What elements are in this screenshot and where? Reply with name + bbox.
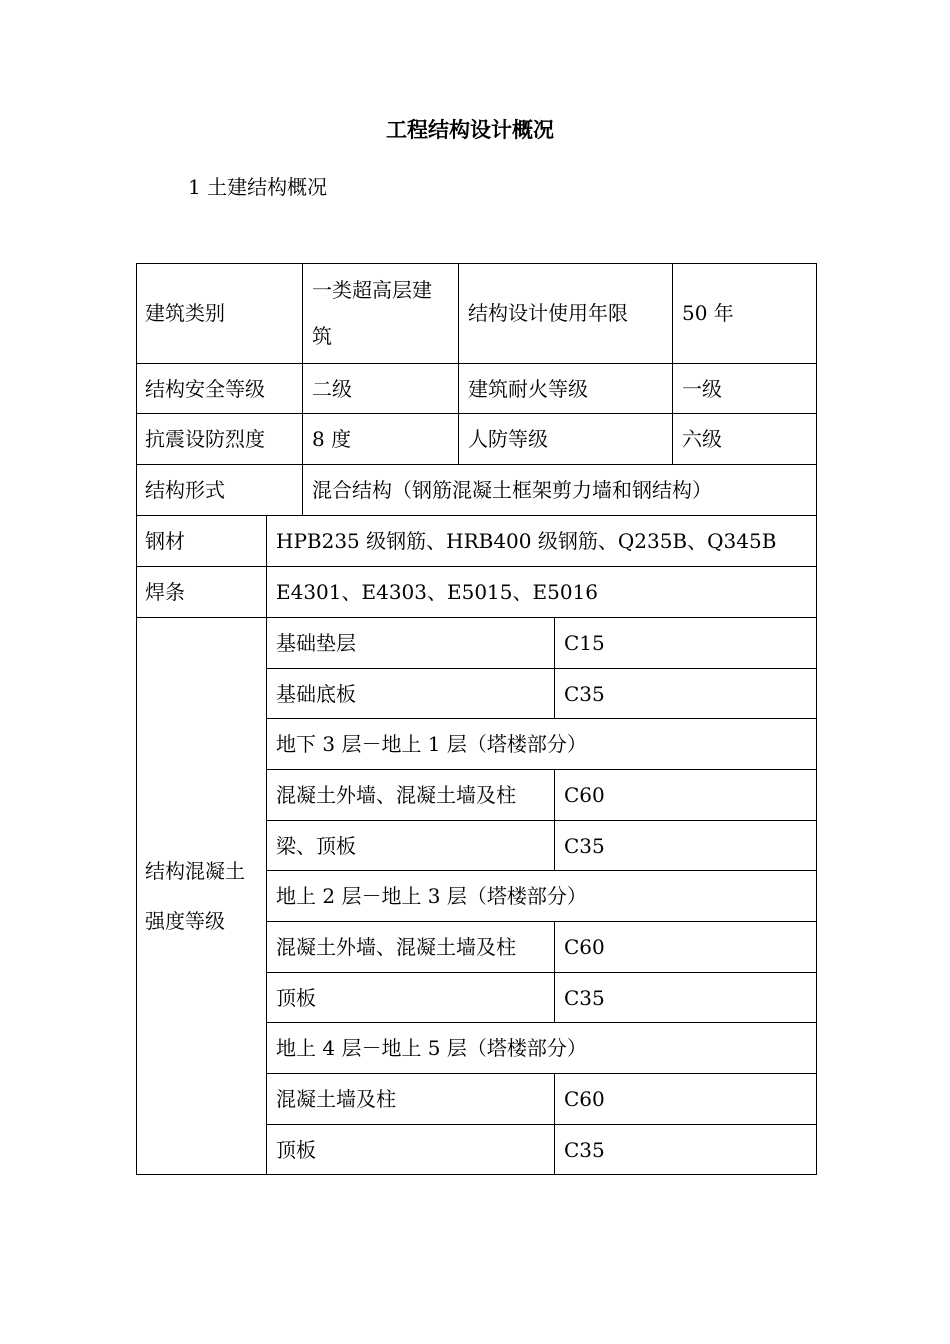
concrete-row-grade: C35 [555, 669, 817, 719]
concrete-row-grade: C60 [555, 1074, 817, 1125]
safety-grade-label: 结构安全等级 [136, 364, 303, 414]
fire-grade-label: 建筑耐火等级 [459, 364, 673, 414]
concrete-row-grade: C60 [555, 922, 817, 973]
seismic-label: 抗震设防烈度 [136, 414, 303, 465]
concrete-row-part: 基础垫层 [267, 618, 555, 669]
concrete-row-part: 顶板 [267, 1125, 555, 1175]
concrete-strength-label-line2: 强度等级 [145, 909, 225, 933]
concrete-row-part: 混凝土墙及柱 [267, 1074, 555, 1125]
concrete-floor-range: 地下 3 层－地上 1 层（塔楼部分） [267, 719, 817, 770]
fire-grade-value: 一级 [673, 364, 817, 414]
design-life-value: 50 年 [673, 263, 817, 364]
civil-defense-label: 人防等级 [459, 414, 673, 465]
structure-form-value: 混合结构（钢筋混凝土框架剪力墙和钢结构） [303, 465, 817, 516]
concrete-row-grade: C60 [555, 770, 817, 821]
concrete-row-grade: C35 [555, 821, 817, 871]
concrete-strength-label [136, 618, 267, 1175]
concrete-row-grade: C15 [555, 618, 817, 669]
concrete-row-part: 顶板 [267, 973, 555, 1023]
building-category-value [303, 263, 459, 364]
building-category-value-line2: 筑 [312, 324, 332, 348]
structure-form-label: 结构形式 [136, 465, 303, 516]
steel-label: 钢材 [136, 516, 267, 567]
document-title: 工程结构设计概况 [386, 117, 554, 142]
design-life-label: 结构设计使用年限 [459, 263, 673, 364]
concrete-floor-range: 地上 2 层－地上 3 层（塔楼部分） [267, 871, 817, 922]
civil-defense-value: 六级 [673, 414, 817, 465]
concrete-row-grade: C35 [555, 1125, 817, 1175]
concrete-row-part: 梁、顶板 [267, 821, 555, 871]
concrete-row-part: 混凝土外墙、混凝土墙及柱 [267, 922, 555, 973]
concrete-row-part: 混凝土外墙、混凝土墙及柱 [267, 770, 555, 821]
steel-value: HPB235 级钢筋、HRB400 级钢筋、Q235B、Q345B [267, 516, 817, 567]
building-category-value-line1: 一类超高层建 [312, 278, 432, 302]
structure-overview-table [136, 263, 817, 1175]
seismic-value: 8 度 [303, 414, 459, 465]
concrete-floor-range: 地上 4 层－地上 5 层（塔楼部分） [267, 1023, 817, 1074]
building-category-label: 建筑类别 [136, 263, 303, 364]
section-heading: 1 土建结构概况 [188, 175, 328, 199]
concrete-strength-label-line1: 结构混凝土 [145, 859, 245, 883]
concrete-row-grade: C35 [555, 973, 817, 1023]
safety-grade-value: 二级 [303, 364, 459, 414]
electrode-value: E4301、E4303、E5015、E5016 [267, 567, 817, 618]
electrode-label: 焊条 [136, 567, 267, 618]
concrete-row-part: 基础底板 [267, 669, 555, 719]
